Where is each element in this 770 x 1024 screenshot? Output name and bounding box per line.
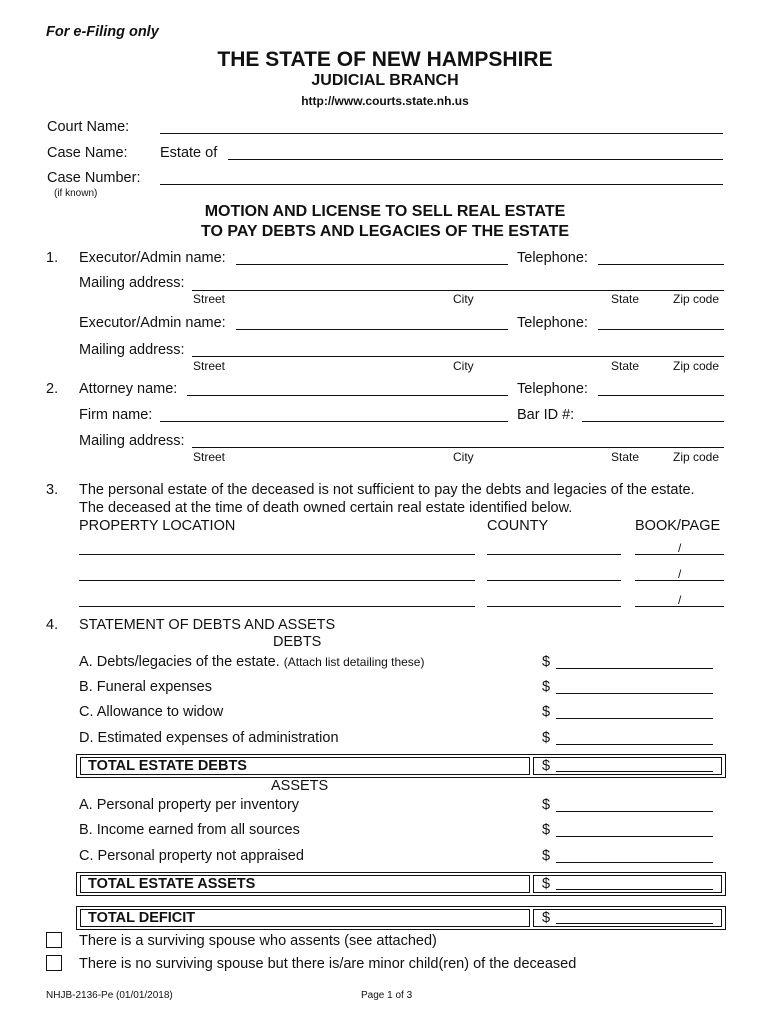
executor-2-field[interactable]: [236, 329, 508, 330]
section-4-number: 4.: [46, 617, 59, 633]
total-debts-amount[interactable]: [556, 771, 713, 772]
street-label: Street: [193, 450, 226, 464]
street-label: Street: [193, 292, 226, 306]
property-location-field-1[interactable]: [79, 554, 475, 555]
court-url[interactable]: http://www.courts.state.nh.us: [301, 94, 469, 108]
mailing-1-field[interactable]: [192, 290, 724, 291]
county-field-1[interactable]: [487, 554, 621, 555]
dollar-sign: $: [542, 654, 551, 670]
state-title: THE STATE OF NEW HAMPSHIRE: [217, 48, 553, 71]
book-page-slash: /: [678, 567, 682, 581]
book-page-header: BOOK/PAGE: [635, 518, 721, 534]
total-assets-amount-box[interactable]: [533, 875, 722, 893]
property-location-header: PROPERTY LOCATION: [79, 518, 236, 534]
debt-d-amount[interactable]: [556, 744, 713, 745]
dollar-sign: $: [542, 848, 551, 864]
telephone-3-label: Telephone:: [517, 381, 588, 397]
page-number: Page 1 of 3: [361, 990, 413, 1001]
section-1-number: 1.: [46, 250, 59, 266]
estate-of-label: Estate of: [160, 145, 218, 161]
section-3-text-1: The personal estate of the deceased is not sufficient to pay the debts and legacies of the estate.: [79, 482, 695, 498]
dollar-sign: $: [542, 797, 551, 813]
asset-a-label: A. Personal property per inventory: [79, 797, 300, 813]
motion-title-line1: MOTION AND LICENSE TO SELL REAL ESTATE: [204, 203, 566, 220]
efiling-note: For e-Filing only: [46, 24, 159, 40]
county-header: COUNTY: [487, 518, 549, 534]
total-assets-label: TOTAL ESTATE ASSETS: [88, 876, 256, 892]
dollar-sign: $: [542, 910, 551, 926]
form-id: NHJB-2136-Pe (01/01/2018): [46, 990, 173, 1001]
debt-c-amount[interactable]: [556, 718, 713, 719]
dollar-sign: $: [542, 679, 551, 695]
case-number-field[interactable]: [160, 184, 723, 185]
asset-b-amount[interactable]: [556, 836, 713, 837]
surviving-spouse-label: There is a surviving spouse who assents (see attached): [79, 933, 437, 949]
executor-1-label: Executor/Admin name:: [79, 250, 226, 266]
total-assets-amount[interactable]: [556, 889, 713, 890]
mailing-2-label: Mailing address:: [79, 342, 185, 358]
zip-label: Zip code: [673, 359, 720, 373]
city-label: City: [453, 450, 474, 464]
property-location-field-2[interactable]: [79, 580, 475, 581]
zip-label: Zip code: [673, 292, 720, 306]
total-deficit-amount[interactable]: [556, 923, 713, 924]
total-debts-label: TOTAL ESTATE DEBTS: [88, 758, 247, 774]
assets-heading: ASSETS: [271, 778, 329, 794]
dollar-sign: $: [542, 822, 551, 838]
city-label: City: [453, 359, 474, 373]
county-field-2[interactable]: [487, 580, 621, 581]
executor-1-field[interactable]: [236, 264, 508, 265]
mailing-3-field[interactable]: [192, 447, 724, 448]
zip-label: Zip code: [673, 450, 720, 464]
mailing-2-field[interactable]: [192, 356, 724, 357]
total-deficit-amount-box[interactable]: [533, 909, 722, 927]
asset-b-label: B. Income earned from all sources: [79, 822, 300, 838]
minor-children-checkbox[interactable]: [46, 955, 62, 971]
dollar-sign: $: [542, 704, 551, 720]
dollar-sign: $: [542, 758, 551, 774]
telephone-1-label: Telephone:: [517, 250, 588, 266]
county-field-3[interactable]: [487, 606, 621, 607]
debt-b-amount[interactable]: [556, 693, 713, 694]
if-known-note: (if known): [54, 188, 98, 199]
total-debts-amount-box[interactable]: [533, 757, 722, 775]
case-name-field[interactable]: [228, 159, 723, 160]
debt-a-label: A. Debts/legacies of the estate. (Attach list detailing these): [79, 654, 425, 670]
section-3-text-2: The deceased at the time of death owned certain real estate identified below.: [79, 500, 573, 516]
debt-b-label: B. Funeral expenses: [79, 679, 212, 695]
section-3-number: 3.: [46, 482, 59, 498]
asset-c-amount[interactable]: [556, 862, 713, 863]
firm-label: Firm name:: [79, 407, 153, 423]
book-page-slash: /: [678, 593, 682, 607]
debt-c-label: C. Allowance to widow: [79, 704, 224, 720]
dollar-sign: $: [542, 876, 551, 892]
case-number-label: Case Number:: [47, 170, 141, 186]
street-label: Street: [193, 359, 226, 373]
firm-field[interactable]: [160, 421, 508, 422]
telephone-3-field[interactable]: [598, 395, 724, 396]
dollar-sign: $: [542, 730, 551, 746]
surviving-spouse-checkbox[interactable]: [46, 932, 62, 948]
mailing-3-label: Mailing address:: [79, 433, 185, 449]
case-name-label: Case Name:: [47, 145, 128, 161]
mailing-1-label: Mailing address:: [79, 275, 185, 291]
debt-d-label: D. Estimated expenses of administration: [79, 730, 339, 746]
section-2-number: 2.: [46, 381, 59, 397]
debt-a-amount[interactable]: [556, 668, 713, 669]
bar-id-field[interactable]: [582, 421, 724, 422]
attorney-field[interactable]: [187, 395, 508, 396]
minor-children-label: There is no surviving spouse but there is/are minor child(ren) of the deceased: [79, 956, 577, 972]
asset-c-label: C. Personal property not appraised: [79, 848, 304, 864]
state-label: State: [611, 450, 640, 464]
book-page-slash: /: [678, 541, 682, 555]
telephone-1-field[interactable]: [598, 264, 724, 265]
branch-title: JUDICIAL BRANCH: [311, 72, 459, 89]
telephone-2-label: Telephone:: [517, 315, 588, 331]
total-deficit-label: TOTAL DEFICIT: [88, 910, 196, 926]
telephone-2-field[interactable]: [598, 329, 724, 330]
court-name-label: Court Name:: [47, 119, 130, 135]
property-location-field-3[interactable]: [79, 606, 475, 607]
executor-2-label: Executor/Admin name:: [79, 315, 226, 331]
city-label: City: [453, 292, 474, 306]
state-label: State: [611, 359, 640, 373]
bar-id-label: Bar ID #:: [517, 407, 575, 423]
statement-heading: STATEMENT OF DEBTS AND ASSETS: [79, 617, 336, 633]
debts-heading: DEBTS: [273, 634, 322, 650]
attorney-label: Attorney name:: [79, 381, 178, 397]
asset-a-amount[interactable]: [556, 811, 713, 812]
state-label: State: [611, 292, 640, 306]
court-name-field[interactable]: [160, 133, 723, 134]
motion-title-line2: TO PAY DEBTS AND LEGACIES OF THE ESTATE: [200, 223, 570, 240]
